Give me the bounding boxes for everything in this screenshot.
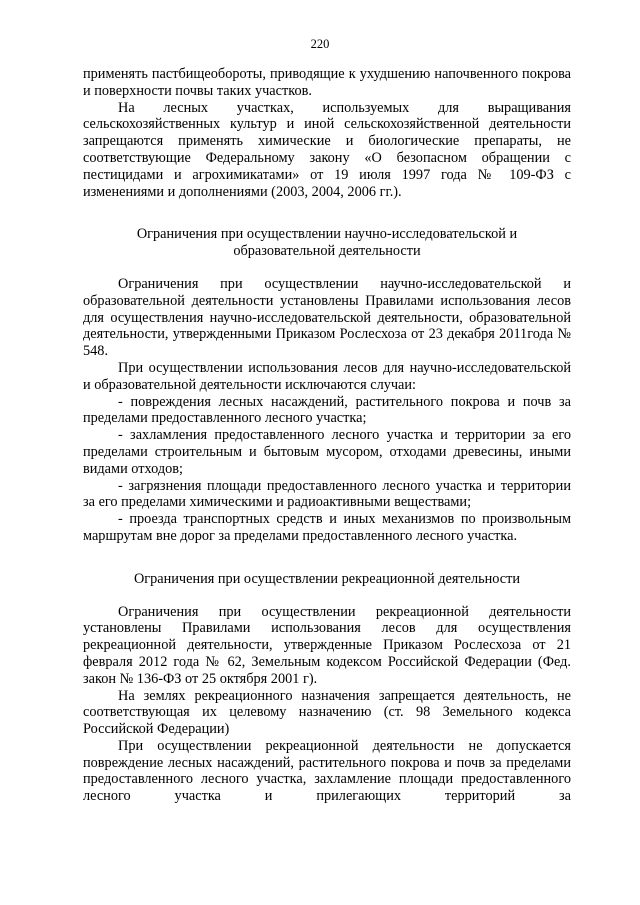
- paragraph-continuation: применять пастбищеобороты, приводящие к ухудшению напочвенного покрова и поверхности почвы таких участков.: [83, 66, 571, 99]
- paragraph-research-exclusions: При осуществлении использования лесов для научно-исследовательской и образовательной деятельности исключаются случаи:: [83, 359, 571, 393]
- list-item-littering: - захламления предоставленного лесного участка и территории за его пределами строительным и бытовым мусором, отходами древесины, иными видами отходов;: [83, 427, 571, 477]
- list-item-damage: - повреждения лесных насаждений, растительного покрова и почв за пределами предоставленного лесного участка;: [83, 393, 571, 427]
- paragraph-recreation-rules: Ограничения при осуществлении рекреационной деятельности установлены Правилами использования лесов для осуществления рекреационной деятельности, утвержденные Приказом Рослесхоза от 21 февраля 2012 года № 62, Земельным кодексом Российской Федерации (Фед. закон № 136-ФЗ от 25 октября 2001 г).: [83, 603, 571, 687]
- section-heading-research: [83, 226, 571, 260]
- document-body: [83, 66, 571, 805]
- list-item-vehicles: - проезда транспортных средств и иных механизмов по произвольным маршрутам вне дорог за пределами предоставленного лесного участка.: [83, 511, 571, 544]
- paragraph-chemicals-ban: На лесных участках, используемых для выращивания сельскохозяйственных культур и иной сельскохозяйственной деятельности запрещаются применять химические и биологические препараты, не соответствующие Федеральному закону «О безопасном обращении с пестицидами и агрохимикатами» от 19 июля 1997 года № 109-ФЗ с изменениями и дополнениями (2003, 2004, 2006 гг.).: [83, 99, 571, 200]
- section-heading-recreation: Ограничения при осуществлении рекреационной деятельности: [133, 570, 521, 587]
- section-heading-research-line2: образовательной деятельности: [233, 243, 421, 260]
- page-number: 220: [310, 37, 330, 51]
- paragraph-recreation-restrictions: При осуществлении рекреационной деятельности не допускается повреждение лесных насаждений, растительного покрова и почв за пределами предоставленного лесного участка, захламление площади предоставленного лесного участка и прилегающих территорий за: [83, 737, 571, 805]
- section-heading-research-line1: Ограничения при осуществлении научно-исследовательской и: [136, 226, 518, 243]
- list-item-pollution: - загрязнения площади предоставленного лесного участка и территории за его пределами химическими и радиоактивными веществами;: [83, 477, 571, 511]
- paragraph-research-rules: Ограничения при осуществлении научно-исследовательской и образовательной деятельности установлены Правилами использования лесов для осуществления научно-исследовательской деятельности, образовательной деятельности, утвержденными Приказом Рослесхоза от 23 декабря 2011года № 548.: [83, 275, 571, 360]
- paragraph-recreation-land: На землях рекреационного назначения запрещается деятельность, не соответствующая их целевому назначению (ст. 98 Земельного кодекса Российской Федерации): [83, 687, 571, 738]
